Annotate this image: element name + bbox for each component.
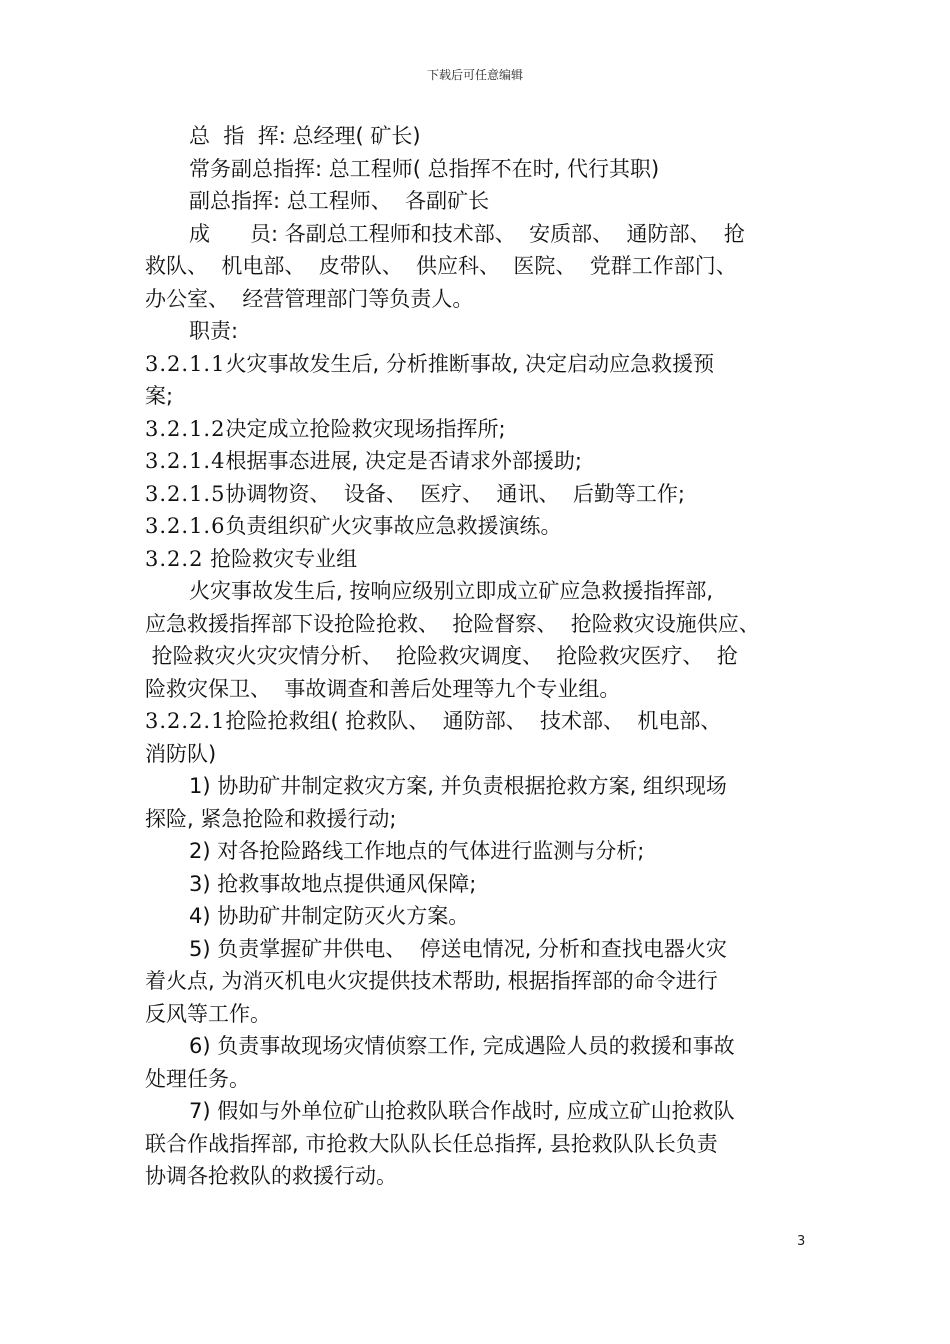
line-text: 5) 负责掌握矿井供电、 停送电情况, 分析和查找电器火灾 xyxy=(189,936,727,961)
line-text: 联合作战指挥部, 市抢救大队队长任总指挥, 县抢救队队长负责 xyxy=(145,1131,718,1156)
text-line xyxy=(145,510,810,543)
line-text: 根据事态进展, 决定是否请求外部援助; xyxy=(225,449,582,473)
text-line xyxy=(145,575,810,608)
text-line xyxy=(145,153,810,186)
line-text: 抢险救灾火灾灾情分析、 抢险救灾调度、 抢险救灾医疗、 抢 xyxy=(145,644,738,668)
section-number: 3.2.1.2 xyxy=(145,416,226,441)
line-text: 4) 协助矿井制定防灭火方案。 xyxy=(189,904,470,928)
text-line xyxy=(145,933,810,966)
page-number: 3 xyxy=(797,1234,806,1249)
line-text: 着火点, 为消灭机电火灾提供技术帮助, 根据指挥部的命令进行 xyxy=(145,969,718,993)
section-number: 3.2.2.1 xyxy=(145,709,226,733)
text-line xyxy=(145,835,810,868)
section-number: 3.2.1.5 xyxy=(145,481,226,506)
text-line xyxy=(145,380,810,413)
line-text: 应急救援指挥部下设抢险抢救、 抢险督察、 抢险救灾设施供应、 xyxy=(145,611,760,636)
text-line xyxy=(145,770,810,803)
text-line xyxy=(145,738,810,771)
line-text: 案; xyxy=(145,384,174,408)
text-line xyxy=(145,900,810,933)
section-number: 3.2.1.4 xyxy=(145,449,226,473)
line-text: 总 指 挥: 总经理( 矿长) xyxy=(189,124,421,148)
line-text: 1) 协助矿井制定救灾方案, 并负责根据抢救方案, 组织现场 xyxy=(189,774,727,798)
text-line xyxy=(145,608,810,641)
text-line xyxy=(145,1160,810,1193)
text-line xyxy=(145,673,810,706)
text-line xyxy=(145,413,810,446)
text-line xyxy=(145,998,810,1031)
line-text: 6) 负责事故现场灾情侦察工作, 完成遇险人员的救援和事故 xyxy=(189,1034,735,1058)
text-line xyxy=(145,1095,810,1128)
line-text: 消防队) xyxy=(145,741,217,766)
line-text: 抢险抢救组( 抢救队、 通防部、 技术部、 机电部、 xyxy=(225,709,722,733)
line-text: 火灾事故发生后, 按响应级别立即成立矿应急救援指挥部, xyxy=(189,579,714,603)
line-text: 反风等工作。 xyxy=(145,1001,271,1026)
text-line xyxy=(145,218,810,251)
text-line xyxy=(145,283,810,316)
text-line xyxy=(145,543,810,576)
text-line xyxy=(145,120,810,153)
text-line xyxy=(145,315,810,348)
line-text: 常务副总指挥: 总工程师( 总指挥不在时, 代行其职) xyxy=(189,156,660,181)
section-number: 3.2.1.1 xyxy=(145,351,226,376)
line-text: 3) 抢救事故地点提供通风保障; xyxy=(189,871,477,896)
text-line xyxy=(145,1063,810,1096)
line-text: 副总指挥: 总工程师、 各副矿长 xyxy=(189,189,490,213)
text-line xyxy=(145,250,810,283)
text-line xyxy=(145,803,810,836)
line-text: 决定成立抢险救灾现场指挥所; xyxy=(225,416,506,441)
text-line xyxy=(145,1030,810,1063)
line-text: 处理任务。 xyxy=(145,1066,250,1091)
line-text: 成 员: 各副总工程师和技术部、 安质部、 通防部、 抢 xyxy=(189,221,745,246)
line-text: 险救灾保卫、 事故调查和善后处理等九个专业组。 xyxy=(145,676,621,701)
text-line xyxy=(145,705,810,738)
line-text: 救队、 机电部、 皮带队、 供应科、 医院、 党群工作部门、 xyxy=(145,254,737,278)
line-text: 办公室、 经营管理部门等负责人。 xyxy=(145,286,474,311)
page-header: 下载后可任意编辑 xyxy=(426,68,523,82)
text-line xyxy=(145,640,810,673)
text-line xyxy=(145,1128,810,1161)
text-line xyxy=(145,348,810,381)
text-line xyxy=(145,965,810,998)
line-text: 协调各抢救队的救援行动。 xyxy=(145,1164,397,1188)
text-line xyxy=(145,478,810,511)
line-text: 探险, 紧急抢险和救援行动; xyxy=(145,806,397,831)
document-body xyxy=(145,120,810,1193)
text-line xyxy=(145,185,810,218)
line-text: 7) 假如与外单位矿山抢救队联合作战时, 应成立矿山抢救队 xyxy=(189,1099,735,1123)
section-number: 3.2.2 xyxy=(145,546,204,571)
line-text: 2) 对各抢险路线工作地点的气体进行监测与分析; xyxy=(189,839,645,863)
section-number: 3.2.1.6 xyxy=(145,514,226,538)
line-text: 协调物资、 设备、 医疗、 通讯、 后勤等工作; xyxy=(225,481,685,506)
line-text: 火灾事故发生后, 分析推断事故, 决定启动应急救援预 xyxy=(225,351,715,376)
line-text: 负责组织矿火灾事故应急救援演练。 xyxy=(225,514,562,538)
line-text: 抢险救灾专业组 xyxy=(203,546,358,571)
text-line xyxy=(145,445,810,478)
line-text: 职责: xyxy=(189,319,239,343)
text-line xyxy=(145,868,810,901)
